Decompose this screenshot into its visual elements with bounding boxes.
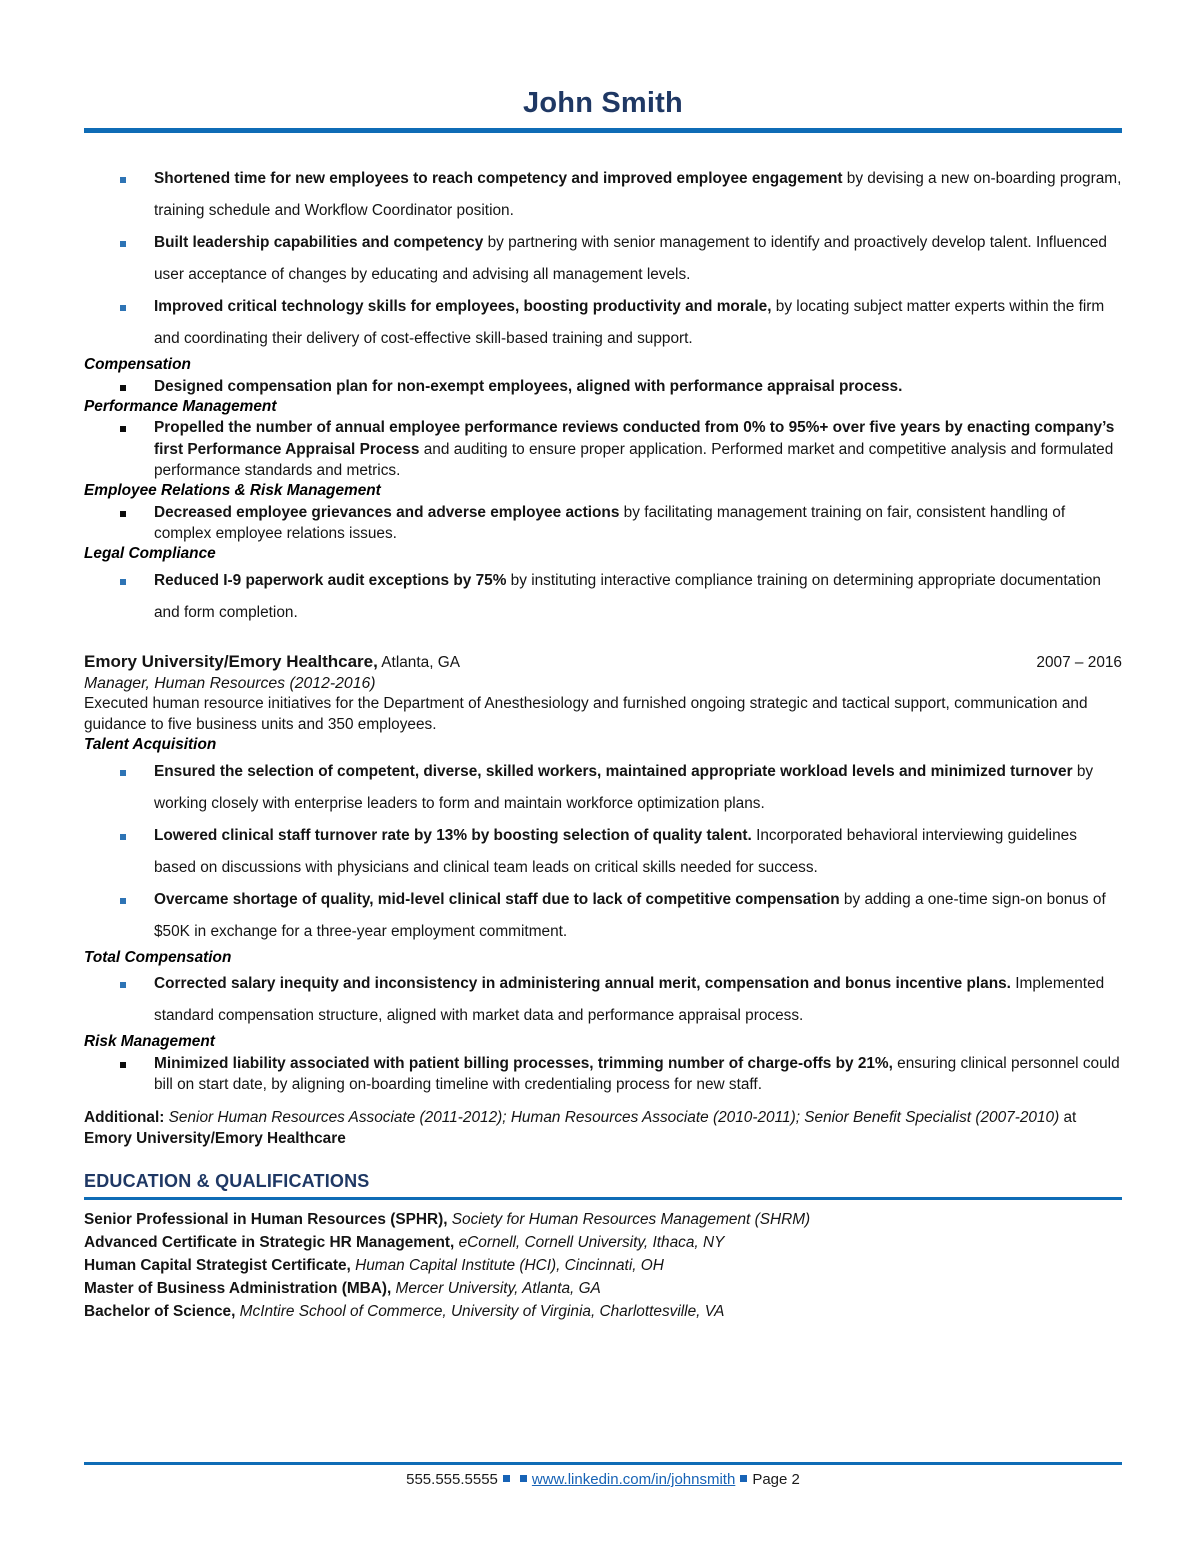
square-bullet-icon [120,770,126,776]
bullet-bold-lead: Decreased employee grievances and adverse employee actions [154,503,620,521]
list-item [84,376,1122,397]
bullet-list-total-compensation [84,968,1122,1032]
bullet-bold-lead: Corrected salary inequity and inconsistency in administering annual merit, compensation and bonus incentive plans. [154,975,1011,993]
list-item [84,1254,1122,1277]
list-item [84,884,1122,948]
education-degree: Advanced Certificate in Strategic HR Management, [84,1233,455,1251]
category-heading-employee-relations: Employee Relations & Risk Management [84,482,381,500]
bullet-list-compensation [84,376,1122,397]
footer-phone: 555.555.5555 [406,1471,498,1488]
bullet-list-performance-management [84,417,1122,481]
bullet-rest: by adding a one-time sign-on bonus of $50K in exchange for a three-year employment commitment. [154,890,1106,940]
additional-label: Additional: [84,1109,165,1127]
square-bullet-icon [120,426,126,432]
bullet-rest: Incorporated behavioral interviewing guidelines based on discussions with physicians and clinical team leads on critical skills needed for success. [154,826,1077,876]
bullet-bold-lead: Ensured the selection of competent, diverse, skilled workers, maintained appropriate workload levels and minimized turnover [154,762,1073,780]
bullet-bold-lead: Designed compensation plan for non-exempt employees, aligned with performance appraisal process. [154,377,903,395]
square-bullet-icon [120,834,126,840]
list-item [84,227,1122,291]
header-divider [84,128,1122,133]
footer-page-number: Page 2 [752,1471,800,1488]
square-bullet-icon [120,1062,126,1068]
education-list [84,1208,1122,1324]
square-bullet-icon [120,579,126,585]
bullet-bold-lead: Reduced I-9 paperwork audit exceptions by 75% [154,571,507,589]
list-item [84,565,1122,629]
linkedin-link[interactable]: www.linkedin.com/in/johnsmith [531,1471,736,1488]
employer-location: Atlanta, GA [377,653,460,671]
bullet-rest: Implemented standard compensation structure, aligned with market data and performance appraisal process. [154,975,1105,1025]
bullet-list-continued [84,163,1122,355]
bullet-bold-lead: Propelled the number of annual employee performance reviews conducted from 0% to 95%+ over five years by enacting company’s first Performance Appraisal Process [154,419,1115,458]
list-item [84,1277,1122,1300]
bullet-list-risk-management [84,1053,1122,1096]
page-footer [84,1462,1122,1488]
list-item [84,291,1122,355]
bullet-rest: by devising a new on-boarding program, training schedule and Workflow Coordinator position. [154,170,1122,220]
footer-contact-line [84,1471,1122,1488]
category-heading-total-compensation: Total Compensation [84,948,232,966]
additional-roles-text: Senior Human Resources Associate (2011-2012); Human Resources Associate (2010-2011); Senior Benefit Specialist (2007-2010) [164,1109,1060,1127]
job-employer [84,651,460,673]
bullet-bold-lead: Built leadership capabilities and competency [154,234,484,252]
additional-connector: at [1059,1109,1077,1127]
education-degree: Bachelor of Science, [84,1303,236,1321]
list-item [84,163,1122,227]
square-bullet-icon [120,305,126,311]
list-item [84,1231,1122,1254]
spacer [84,1149,1122,1171]
list-item [84,968,1122,1032]
education-degree: Master of Business Administration (MBA), [84,1280,392,1298]
category-heading-performance-management: Performance Management [84,397,277,415]
list-item [84,1208,1122,1231]
footer-divider [84,1462,1122,1465]
education-degree: Human Capital Strategist Certificate, [84,1257,351,1275]
bullet-rest: and auditing to ensure proper application. Performed market and competitive analysis and formulated performance standards and metrics. [154,440,1114,479]
education-org: McIntire School of Commerce, University of Virginia, Charlottesville, VA [235,1303,725,1321]
employer-name: Emory University/Emory Healthcare, [84,651,378,671]
bullet-bold-lead: Minimized liability associated with patient billing processes, trimming number of charge-offs by 21%, [154,1054,893,1072]
category-heading-risk-management: Risk Management [84,1033,215,1051]
section-heading-education: EDUCATION & QUALIFICATIONS [84,1171,370,1192]
square-bullet-icon [120,385,126,391]
list-item [84,756,1122,820]
education-org: Society for Human Resources Management (SHRM) [447,1210,811,1228]
category-heading-legal-compliance: Legal Compliance [84,545,216,563]
bullet-rest: by locating subject matter experts within the firm and coordinating their delivery of cost-effective skill-based training and support. [154,298,1105,348]
category-heading-talent-acquisition: Talent Acquisition [84,736,217,754]
education-degree: Senior Professional in Human Resources (SPHR), [84,1210,448,1228]
education-org: Human Capital Institute (HCI), Cincinnati, OH [350,1257,664,1275]
bullet-rest: by working closely with enterprise leaders to form and maintain workforce optimization plans. [154,762,1094,812]
additional-employer: Emory University/Emory Healthcare [84,1129,346,1147]
list-item [84,1300,1122,1323]
square-separator-icon [520,1475,527,1482]
bullet-rest: by partnering with senior management to identify and proactively develop talent. Influenced user acceptance of changes by educating and advising all management levels. [154,234,1107,284]
bullet-bold-lead: Improved critical technology skills for employees, boosting productivity and morale, [154,298,772,316]
list-item [84,1053,1122,1096]
job-summary: Executed human resource initiatives for the Department of Anesthesiology and furnished ongoing strategic and tactical support, communication and guidance to five business units and 350 employees. [84,695,1088,733]
bullet-rest: by instituting interactive compliance training on determining appropriate documentation and form completion. [154,571,1101,621]
list-item [84,502,1122,545]
bullet-bold-lead: Lowered clinical staff turnover rate by 13% by boosting selection of quality talent. [154,826,752,844]
education-org: eCornell, Cornell University, Ithaca, NY [454,1233,725,1251]
bullet-bold-lead: Shortened time for new employees to reach competency and improved employee engagement [154,170,843,187]
candidate-name: John Smith [523,87,683,119]
job-dates: 2007 – 2016 [1036,653,1122,671]
category-heading-compensation: Compensation [84,356,191,374]
list-item [84,820,1122,884]
bullet-list-employee-relations [84,502,1122,545]
square-bullet-icon [120,982,126,988]
additional-roles [84,1108,1122,1149]
square-separator-icon [740,1475,747,1482]
bullet-bold-lead: Overcame shortage of quality, mid-level clinical staff due to lack of competitive compensation [154,890,840,908]
education-org: Mercer University, Atlanta, GA [391,1280,601,1298]
resume-body [84,163,1122,1323]
bullet-list-talent-acquisition [84,756,1122,948]
bullet-rest: by facilitating management training on fair, consistent handling of complex employee relations issues. [154,503,1066,542]
square-bullet-icon [120,898,126,904]
job-title: Manager, Human Resources (2012-2016) [84,674,376,692]
job-header [84,651,1122,673]
bullet-rest: ensuring clinical personnel could bill on start date, by aligning on-boarding timeline with credentialing process for new staff. [154,1054,1120,1094]
square-bullet-icon [120,241,126,247]
spacer [84,1095,1122,1108]
bullet-list-legal-compliance [84,565,1122,629]
page-header [84,88,1122,133]
spacer [84,629,1122,651]
list-item [84,417,1122,481]
square-bullet-icon [120,511,126,517]
education-divider [84,1197,1122,1200]
square-separator-icon [503,1475,510,1482]
square-bullet-icon [120,177,126,183]
